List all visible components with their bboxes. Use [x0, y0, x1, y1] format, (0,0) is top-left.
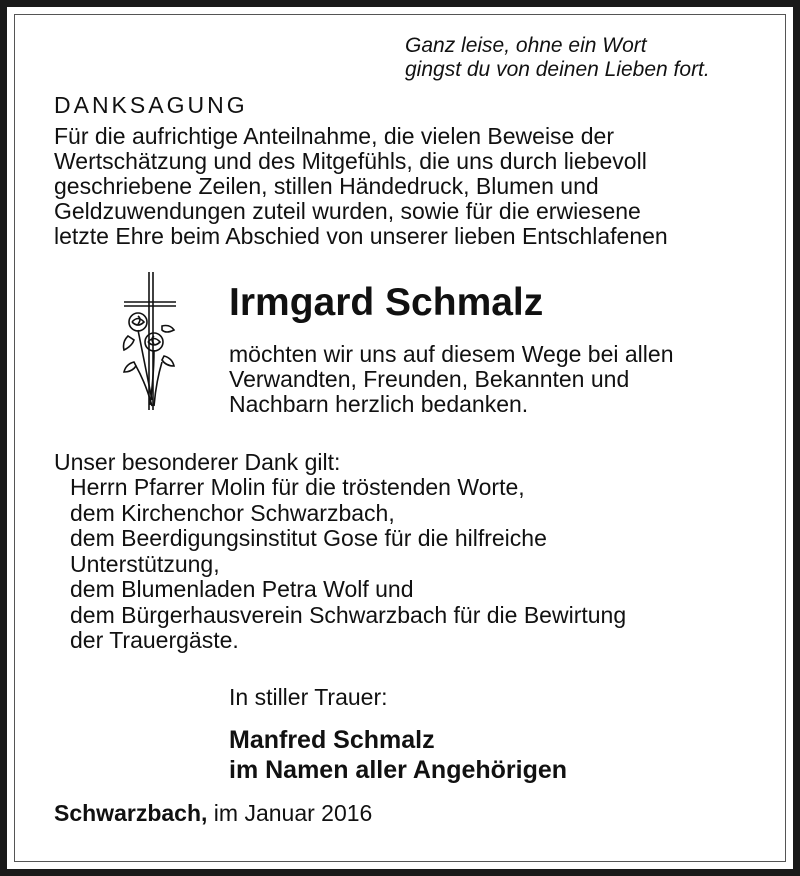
signer-subtitle: im Namen aller Angehörigen	[229, 756, 568, 784]
gratitude-line: möchten wir uns auf diesem Wege bei allen	[229, 341, 674, 367]
signer-name: Manfred Schmalz	[229, 726, 435, 754]
mourning-label: In stiller Trauer:	[229, 684, 388, 710]
intro-line: geschriebene Zeilen, stillen Händedruck, Blumen und	[54, 173, 599, 199]
intro-line: letzte Ehre beim Abschied von unserer lieben Entschlafenen	[54, 223, 668, 249]
list-item: dem Kirchenchor Schwarzbach,	[70, 499, 395, 526]
place: Schwarzbach,	[54, 800, 208, 826]
motto-line-2: gingst du von deinen Lieben fort.	[405, 58, 710, 81]
motto-line-1: Ganz leise, ohne ein Wort	[405, 34, 647, 57]
motto	[405, 34, 710, 82]
list-item: dem Blumenladen Petra Wolf und	[70, 576, 414, 602]
intro-line: Geldzuwendungen zuteil wurden, sowie für die erwiesene	[54, 198, 641, 224]
list-item: dem Bürgerhausverein Schwarzbach für die Bewirtung	[70, 601, 627, 628]
list-item: Herrn Pfarrer Molin für die tröstenden Worte,	[70, 474, 525, 500]
gratitude-paragraph	[229, 342, 746, 417]
special-thanks-intro: Unser besonderer Dank gilt:	[54, 449, 341, 475]
heading: DANKSAGUNG	[54, 92, 248, 118]
list-item: der Trauergäste.	[70, 627, 239, 653]
cross-with-roses-icon	[116, 270, 182, 416]
date: im Januar 2016	[207, 800, 373, 826]
list-item: dem Beerdigungsinstitut Gose für die hilfreiche	[70, 525, 547, 551]
signer	[229, 725, 567, 785]
gratitude-line: Nachbarn herzlich bedanken.	[229, 391, 529, 417]
intro-line: Wertschätzung und des Mitgefühls, die uns durch liebevoll	[54, 148, 647, 174]
list-item: Unterstützung,	[70, 550, 220, 577]
special-thanks-list	[70, 475, 760, 654]
place-date	[54, 800, 372, 826]
deceased-name: Irmgard Schmalz	[229, 281, 544, 324]
intro-paragraph	[54, 124, 746, 249]
intro-line: Für die aufrichtige Anteilnahme, die vielen Beweise der	[54, 123, 614, 149]
gratitude-line: Verwandten, Freunden, Bekannten und	[229, 366, 630, 392]
